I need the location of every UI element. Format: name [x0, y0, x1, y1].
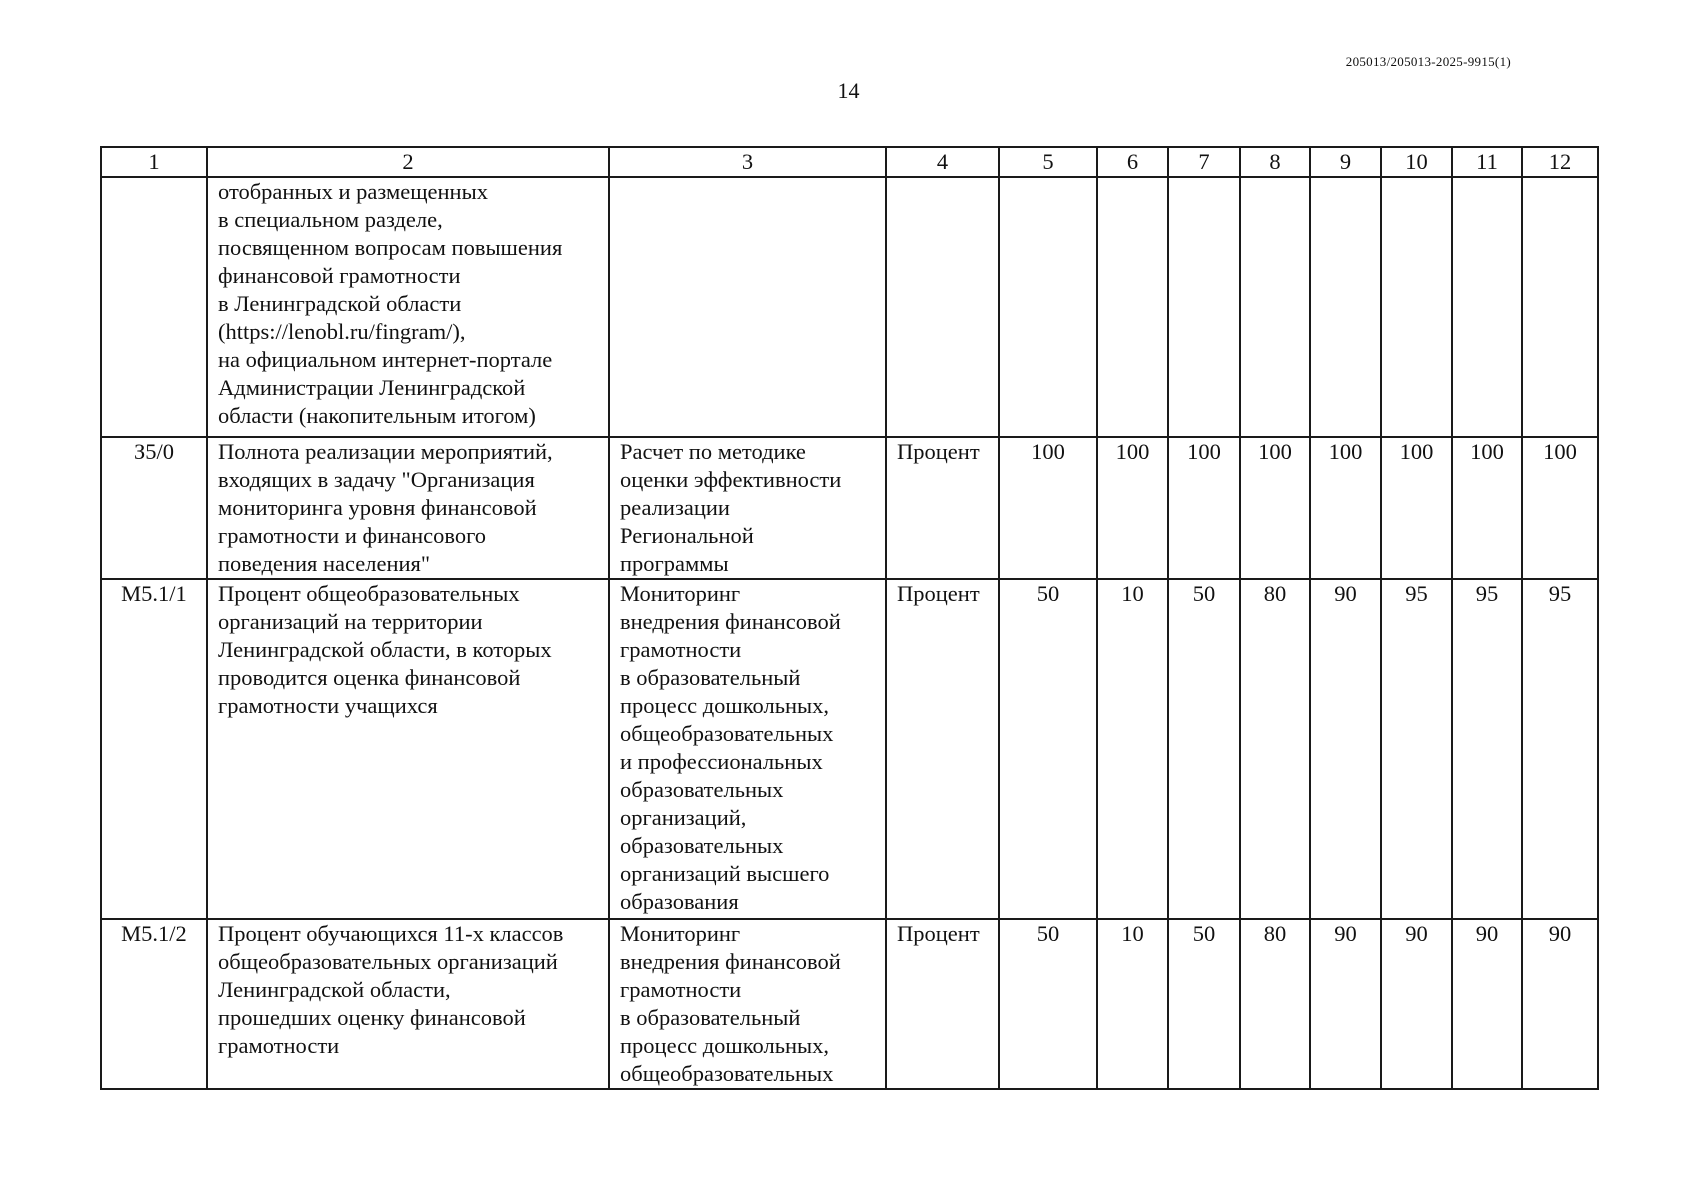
column-header: 3: [609, 147, 886, 177]
value-cell: 50: [1168, 919, 1240, 1089]
indicator-unit: Процент: [886, 437, 999, 579]
value-cell: 90: [1381, 919, 1452, 1089]
value-cell: 90: [1310, 579, 1381, 919]
indicator-code: [101, 177, 207, 437]
indicator-unit: Процент: [886, 919, 999, 1089]
indicator-code: М5.1/1: [101, 579, 207, 919]
indicator-code: М5.1/2: [101, 919, 207, 1089]
value-cell: 50: [999, 579, 1097, 919]
value-cell: [1310, 177, 1381, 437]
column-header: 8: [1240, 147, 1310, 177]
value-cell: [1522, 177, 1598, 437]
column-header: 10: [1381, 147, 1452, 177]
page-number: 14: [837, 78, 860, 103]
column-header: 1: [101, 147, 207, 177]
value-cell: 100: [1522, 437, 1598, 579]
value-cell: 90: [1310, 919, 1381, 1089]
table-row: [101, 579, 1598, 919]
indicator-method: [609, 177, 886, 437]
table-row: [101, 437, 1598, 579]
indicator-name: отобранных и размещенных в специальном разделе, посвященном вопросам повышения финансовой грамотности в Ленинградской области (https://lenobl.ru/fingram/), на официальном интернет-портале Администрации Ленинградской области (накопительным итогом): [207, 177, 609, 437]
indicator-unit: [886, 177, 999, 437]
value-cell: 100: [1240, 437, 1310, 579]
indicator-name: Процент обучающихся 11-х классов общеобразовательных организаций Ленинградской области, прошедших оценку финансовой грамотности: [207, 919, 609, 1089]
value-cell: [1240, 177, 1310, 437]
value-cell: 10: [1097, 579, 1168, 919]
indicator-code: З5/0: [101, 437, 207, 579]
indicator-method: Мониторинг внедрения финансовой грамотности в образовательный процесс дошкольных, общеобразовательных: [609, 919, 886, 1089]
value-cell: [1452, 177, 1522, 437]
table-row: [101, 919, 1598, 1089]
column-header: 4: [886, 147, 999, 177]
value-cell: 100: [1310, 437, 1381, 579]
indicator-name: Процент общеобразовательных организаций на территории Ленинградской области, в которых проводится оценка финансовой грамотности учащихся: [207, 579, 609, 919]
indicator-method: Мониторинг внедрения финансовой грамотности в образовательный процесс дошкольных, общеобразовательных и профессиональных образовательных организаций, образовательных организаций высшего образования: [609, 579, 886, 919]
value-cell: 95: [1452, 579, 1522, 919]
table-header-row: [101, 147, 1598, 177]
column-header: 6: [1097, 147, 1168, 177]
column-header: 11: [1452, 147, 1522, 177]
value-cell: 80: [1240, 579, 1310, 919]
indicators-table: [100, 146, 1599, 1090]
value-cell: 50: [999, 919, 1097, 1089]
indicator-name: Полнота реализации мероприятий, входящих в задачу "Организация мониторинга уровня финансовой грамотности и финансового поведения населения": [207, 437, 609, 579]
column-header: 12: [1522, 147, 1598, 177]
value-cell: 80: [1240, 919, 1310, 1089]
column-header: 5: [999, 147, 1097, 177]
value-cell: 100: [999, 437, 1097, 579]
column-header: 2: [207, 147, 609, 177]
value-cell: 100: [1381, 437, 1452, 579]
value-cell: [1097, 177, 1168, 437]
table-row: [101, 177, 1598, 437]
column-header: 9: [1310, 147, 1381, 177]
column-header: 7: [1168, 147, 1240, 177]
value-cell: 90: [1522, 919, 1598, 1089]
value-cell: [1381, 177, 1452, 437]
value-cell: 100: [1452, 437, 1522, 579]
document-id: 205013/205013-2025-9915(1): [1345, 54, 1511, 69]
value-cell: 90: [1452, 919, 1522, 1089]
value-cell: [999, 177, 1097, 437]
value-cell: 50: [1168, 579, 1240, 919]
indicator-unit: Процент: [886, 579, 999, 919]
value-cell: 95: [1522, 579, 1598, 919]
value-cell: 95: [1381, 579, 1452, 919]
indicator-method: Расчет по методике оценки эффективности реализации Региональной программы: [609, 437, 886, 579]
value-cell: 100: [1097, 437, 1168, 579]
value-cell: [1168, 177, 1240, 437]
value-cell: 100: [1168, 437, 1240, 579]
value-cell: 10: [1097, 919, 1168, 1089]
